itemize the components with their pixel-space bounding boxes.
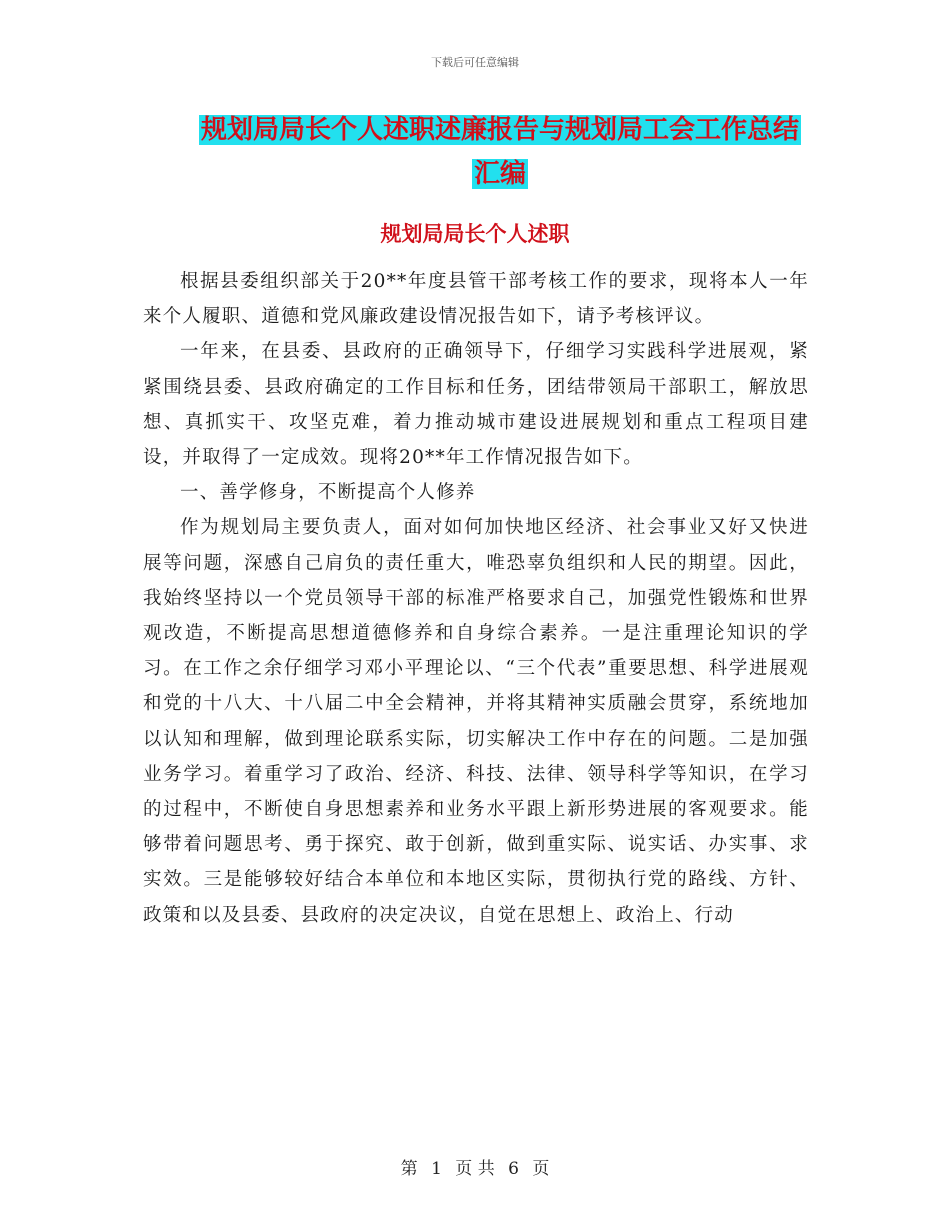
footer-prefix: 第 [400,1159,418,1179]
paragraph-study: 作为规划局主要负责人，面对如何加快地区经济、社会事业又好又快进展等问题，深感自己肩负的责任重大，唯恐辜负组织和人民的期望。因此，我始终坚持以一个党员领导干部的标准严格要求自己，加强党性锻炼和世界观改造，不断提高思想道德修养和自身综合素养。一是注重理论知识的学习。在工作之余仔细学习邓小平理论以、“三个代表”重要思想、科学进展观和党的十八大、十八届二中全会精神，并将其精神实质融会贯穿，系统地加以认知和理解，做到理论联系实际，切实解决工作中存在的问题。二是加强业务学习。着重学习了政治、经济、科技、法律、领导科学等知识，在学习的过程中，不断使自身思想素养和业务水平跟上新形势进展的客观要求。能够带着问题思考、勇于探究、敢于创新，做到重实际、说实话、办实事、求实效。三是能够较好结合本单位和本地区实际，贯彻执行党的路线、方针、政策和以及县委、县政府的决定决议，自觉在思想上、政治上、行动 [143,517,809,926]
footer-total-pages: 6 [508,1159,519,1179]
document-title [190,108,810,196]
footer-suffix: 页 [532,1159,550,1179]
footer-page-number: 1 [431,1159,442,1179]
section-title: 规划局局长个人述职 [380,222,570,246]
page-footer [0,1154,950,1179]
footer-middle: 页 共 [455,1159,495,1179]
document-body [143,264,809,933]
document-title-line2: 汇编 [473,159,526,189]
document-title-line1: 规划局局长个人述职述廉报告与规划局工会工作总结 [200,115,799,145]
paragraph-overview: 一年来，在县委、县政府的正确领导下，仔细学习实践科学进展观，紧紧围绕县委、县政府确定的工作目标和任务，团结带领局干部职工，解放思想、真抓实干、攻坚克难，着力推动城市建设进展规划和重点工程项目建设，并取得了一定成效。现将20**年工作情况报告如下。 [143,341,809,469]
header-note: 下载后可任意编辑 [431,56,519,69]
paragraph-heading-1: 一、善学修身，不断提高个人修养 [180,482,476,504]
paragraph-intro: 根据县委组织部关于20**年度县管干部考核工作的要求，现将本人一年来个人履职、道德和党风廉政建设情况报告如下，请予考核评议。 [143,271,809,328]
